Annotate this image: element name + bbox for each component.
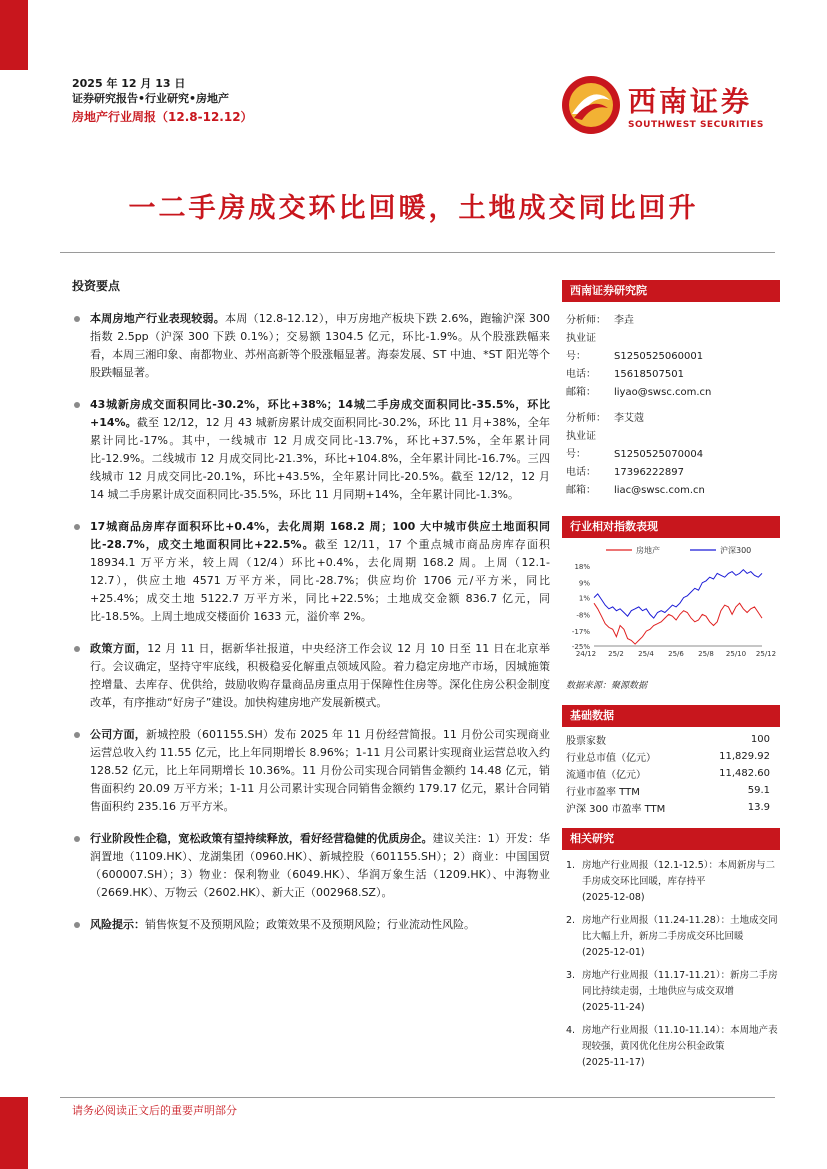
list-item[interactable] [566, 968, 780, 1016]
related-research-list [562, 858, 780, 1071]
basic-data-table [562, 731, 780, 816]
list-item [72, 518, 550, 626]
page-title: 一二手房成交环比回暖，土地成交同比回升 [128, 193, 699, 224]
analyst-card [562, 312, 780, 402]
phone-label: 电话： [566, 369, 596, 380]
x-tick-label: 25/12 [755, 650, 777, 658]
relative-index-chart [562, 538, 780, 668]
bullet-lead: 43城新房成交面积同比-30.2%，环比+38%；14城二手房成交面积同比-35.5%，环比+14%。 [90, 398, 550, 429]
email-link[interactable]: liyao@swsc.com.cn [614, 387, 712, 398]
phone-label: 电话： [566, 467, 596, 478]
list-item [72, 726, 550, 816]
bullet-text: 12 月 11 日，据新华社报道，中央经济工作会议 12 月 10 日至 11 日在北京举行。会议确定，坚持守牢底线，积极稳妥化解重点领域风险。着力稳定房地产市场，因城施策控增量、去库存、优供给，鼓励收购存量商品房重点用于保障性住房等。深化住房公积金制度改革，有序推动“好房子”建设。加快构建房地产发展新模式。 [90, 642, 550, 709]
sidebar [562, 280, 780, 1078]
logo-chinese: 西南证券 [628, 85, 753, 118]
analyst-name: 李艾蔻 [614, 413, 644, 424]
bullet-text: 截至 12/12，12 月 43 城新房累计成交面积同比-30.2%，环比 11 月+38%，全年累计同比-17%。其中，一线城市 12 月成交同比-13.7%，环比+37.5%，全年累计同比-12.9%。二线城市 12 月成交同比-21.3%，环比+104.8%，全年累计同比-16.7%。三四线城市 12 月成交同比-20.1%，环比+43.5%，全年累计同比-20.5%。截至 12/12，12 月 14 城二手房累计成交面积同比-35.5%，环比 11 月同期+14%，全年累计同比-1.3%。 [90, 416, 551, 501]
logo-emblem-icon [560, 74, 622, 136]
item-date: (2025-11-17) [582, 1057, 645, 1068]
row-label: 沪深 300 市盈率 TTM [566, 804, 666, 815]
report-header [72, 76, 253, 125]
item-text: 房地产行业周报（11.10-11.14）：本周地产表现较强，黄冈优化住房公积金政策 [582, 1025, 778, 1052]
basic-data-bar: 基础数据 [562, 705, 780, 727]
phone-number: 15618507501 [614, 369, 684, 380]
row-value: 59.1 [747, 785, 770, 796]
item-text: 房地产行业周报（12.1-12.5）：本周新房与二手房成交环比回暖，库存持平 [582, 860, 775, 887]
chart-source: 数据来源：聚源数据 [566, 681, 648, 691]
email-label: 邮箱： [566, 485, 596, 496]
row-label: 行业总市值（亿元） [566, 753, 656, 764]
list-item [72, 916, 550, 934]
analyst-role: 分析师： [566, 315, 606, 326]
row-label: 行业市盈率 TTM [566, 787, 640, 798]
x-tick-label: 25/6 [668, 650, 684, 658]
y-tick-label: 9% [578, 579, 590, 588]
legend-label: 房地产 [636, 546, 660, 555]
email-link[interactable]: liac@swsc.com.cn [614, 485, 705, 496]
report-category: 证券研究报告•行业研究•房地产 [72, 92, 230, 105]
analyst-name: 李垚 [614, 315, 634, 326]
item-number: 1. [566, 860, 576, 871]
bullet-text: 销售恢复不及预期风险；政策效果不及预期风险；行业流动性风险。 [145, 918, 475, 931]
item-number: 2. [566, 915, 576, 926]
top-red-edge [0, 0, 28, 70]
row-label: 股票家数 [566, 736, 606, 747]
list-item[interactable] [566, 1023, 780, 1071]
x-tick-label: 25/10 [725, 650, 747, 658]
item-number: 3. [566, 970, 576, 981]
y-tick-label: 18% [574, 563, 590, 571]
phone-number: 17396222897 [614, 467, 684, 478]
brand-logo [560, 74, 770, 138]
list-item[interactable] [566, 858, 780, 906]
bullet-text: 新城控股（601155.SH）发布 2025 年 11 月份经营简报。11 月份公司实现商业运营总收入约 11.55 亿元，比上年同期增长 8.96%；1-11 月公司累计实现商业运营总收入约 128.52 亿元，比上年同期增长 10.36%。11 月份公司实现合同销售金额约 14.48 亿元，销售面积约 20.09 万平方米；1-11 月公司累计实现合同销售金额约 179.17 亿元，累计合同销售面积约 235.16 万平方米。 [90, 728, 550, 813]
table-row [562, 799, 780, 816]
x-tick-label: 25/2 [608, 650, 624, 658]
bottom-red-edge [0, 1097, 28, 1169]
bullet-text: 建议关注：1）开发：华润置地（1109.HK）、龙湖集团（0960.HK）、新城控股（601155.SH）；2）商业：中国国贸（600007.SH）；3）物业：保利物业（6049.HK）、华润万象生活（1209.HK）、中海物业（2669.HK）、万物云（2602.HK）、新大正（002968.SZ）。 [90, 832, 551, 899]
institute-bar: 西南证券研究院 [562, 280, 780, 302]
y-tick-label: 1% [578, 594, 590, 603]
x-tick-label: 25/8 [698, 650, 714, 658]
list-item[interactable] [566, 913, 780, 961]
logo-english: SOUTHWEST SECURITIES [628, 120, 764, 130]
item-date: (2025-12-01) [582, 947, 645, 958]
row-value: 100 [750, 734, 770, 745]
item-text: 房地产行业周报（11.17-11.21）：新房二手房同比持续走弱，土地供应与成交双增 [582, 970, 778, 997]
chart-bar: 行业相对指数表现 [562, 516, 780, 538]
row-value: 11,482.60 [719, 768, 770, 779]
list-item [72, 310, 550, 382]
bullet-lead: 政策方面， [90, 642, 148, 655]
item-number: 4. [566, 1025, 576, 1036]
item-date: (2025-11-24) [582, 1002, 645, 1013]
legend-label: 沪深300 [720, 546, 752, 555]
cert-number: S1250525060001 [614, 351, 704, 362]
cert-number: S1250525070004 [614, 449, 704, 460]
report-series: 房地产行业周报（12.8-12.12） [72, 110, 253, 124]
analyst-role: 分析师： [566, 413, 606, 424]
email-label: 邮箱： [566, 387, 596, 398]
bullet-lead: 公司方面， [90, 728, 146, 741]
bullet-lead: 风险提示： [90, 918, 145, 931]
key-points-column [72, 277, 550, 948]
related-research-bar: 相关研究 [562, 828, 780, 850]
bullet-lead: 本周房地产行业表现较弱。 [90, 312, 225, 325]
table-row [562, 731, 780, 748]
report-date: 2025 年 12 月 13 日 [72, 77, 186, 90]
y-tick-label: -25% [571, 643, 590, 651]
row-value: 11,829.92 [719, 751, 770, 762]
bullet-lead: 行业阶段性企稳，宽松政策有望持续释放，看好经营稳健的优质房企。 [90, 832, 433, 845]
bullet-lead: 17城商品房库存面积环比+0.4%，去化周期 168.2 周；100 大中城市供应土地面积同比-28.7%，成交土地面积同比+22.5%。 [90, 520, 550, 551]
row-value: 13.9 [747, 802, 770, 813]
x-tick-label: 24/12 [575, 650, 597, 658]
table-row [562, 782, 780, 799]
row-label: 流通市值（亿元） [566, 770, 646, 781]
key-points-heading: 投资要点 [72, 279, 121, 293]
y-tick-label: -17% [571, 628, 590, 637]
table-row [562, 748, 780, 765]
list-item [72, 396, 550, 504]
y-tick-label: -8% [576, 611, 590, 620]
item-text: 房地产行业周报（11.24-11.28）：土地成交同比大幅上升，新房二手房成交环比回暖 [582, 915, 778, 942]
bullet-text: 截至 12/11，17 个重点城市商品房库存面积 18934.1 万平方米，较上周（12/4）环比+0.4%，去化周期 168.2 周。上周（12.1-12.7），供应土地 4571 万平方米，同比-28.7%；供应均价 1706 元/平方米，同比+25.4%；成交土地 5122.7 万平方米，同比+22.5%；土地成交金额 836.7 亿元，同比-18.5%。上周土地成交楼面价 1633 元，溢价率 2%。 [90, 538, 550, 623]
cert-label: 执业证号： [566, 333, 596, 362]
bullet-text: 本周（12.8-12.12），申万房地产板块下跌 2.6%，跑输沪深 300 指数 2.5pp（沪深 300 下跌 0.1%）；交易额 1304.5 亿元，环比-1.9%。从个股涨跌幅来看，本周三湘印象、南都物业、苏州高新等个股涨幅显著。海泰发展、ST 中迪、*ST 阳光等个股跌幅显著。 [90, 312, 550, 379]
table-row [562, 765, 780, 782]
list-item [72, 640, 550, 712]
footer-disclaimer: 请务必阅读正文后的重要声明部分 [72, 1104, 237, 1117]
title-divider [60, 252, 775, 253]
analyst-card [562, 410, 780, 500]
item-date: (2025-12-08) [582, 892, 645, 903]
chart-container [562, 538, 780, 672]
list-item [72, 830, 550, 902]
x-tick-label: 25/4 [638, 650, 654, 658]
cert-label: 执业证号： [566, 431, 596, 460]
footer-divider [60, 1097, 775, 1098]
series-line-沪深300 [594, 570, 762, 618]
